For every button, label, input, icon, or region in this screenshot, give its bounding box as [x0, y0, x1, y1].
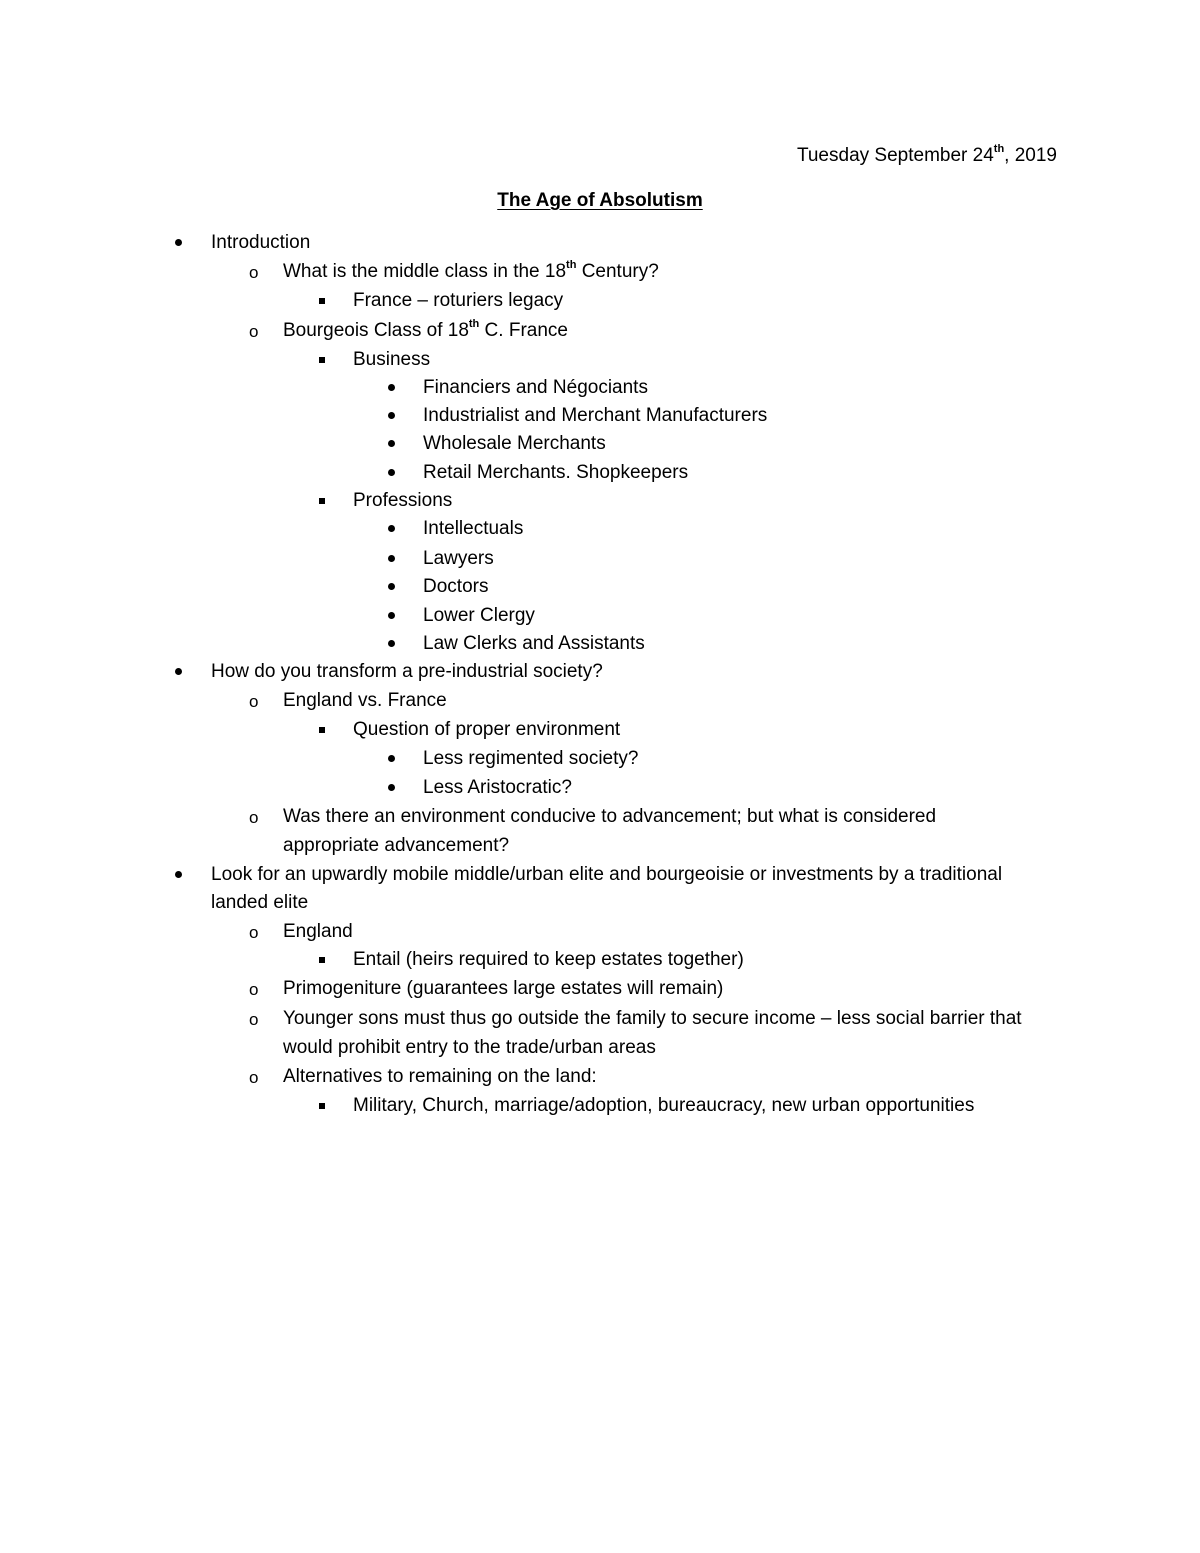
- list-item: Entail (heirs required to keep estates together): [353, 949, 744, 970]
- bullet-dot-icon: [175, 668, 182, 675]
- list-item-continuation: appropriate advancement?: [283, 835, 510, 856]
- circle-bullet-icon: o: [249, 263, 259, 282]
- list-item: Professions: [353, 490, 453, 511]
- list-item: Lawyers: [423, 548, 494, 569]
- list-item: Alternatives to remaining on the land:: [283, 1066, 597, 1087]
- bullet-dot-icon: [388, 469, 395, 476]
- bullet-dot-icon: [388, 384, 395, 391]
- circle-bullet-icon: o: [249, 808, 259, 827]
- bullet-dot-icon: [388, 755, 395, 762]
- list-item: Financiers and Négociants: [423, 377, 648, 398]
- date-text: Tuesday September 24: [796, 145, 994, 166]
- circle-bullet-icon: o: [249, 1010, 259, 1029]
- list-item: Business: [353, 349, 431, 370]
- list-item: Retail Merchants. Shopkeepers: [423, 462, 689, 483]
- list-item-text: Bourgeois Class of 18: [283, 320, 469, 341]
- bullet-dot-icon: [388, 612, 395, 619]
- circle-bullet-icon: o: [249, 1068, 259, 1087]
- square-bullet-icon: [319, 727, 325, 733]
- list-item: Law Clerks and Assistants: [423, 633, 645, 654]
- list-item: Look for an upwardly mobile middle/urban elite and bourgeoisie or investments by a traditional: [211, 864, 1003, 885]
- list-item: Introduction: [211, 232, 311, 253]
- bullet-dot-icon: [388, 555, 395, 562]
- square-bullet-icon: [319, 1103, 325, 1109]
- list-item-continuation: would prohibit entry to the trade/urban areas: [283, 1037, 656, 1058]
- page-title-text: The Age of Absolutism: [497, 190, 703, 211]
- list-item: Doctors: [423, 576, 489, 597]
- list-item: Was there an environment conducive to advancement; but what is considered: [283, 806, 937, 827]
- date-year: , 2019: [1004, 145, 1057, 166]
- list-item: [283, 316, 568, 345]
- list-item: England vs. France: [283, 690, 447, 711]
- list-item: [283, 257, 659, 286]
- bullet-dot-icon: [388, 583, 395, 590]
- bullet-dot-icon: [175, 871, 182, 878]
- list-item: France – roturiers legacy: [353, 290, 564, 311]
- bullet-dot-icon: [388, 640, 395, 647]
- square-bullet-icon: [319, 357, 325, 363]
- list-item: Military, Church, marriage/adoption, bureaucracy, new urban opportunities: [353, 1095, 975, 1116]
- list-item-text: What is the middle class in the 18: [283, 261, 567, 282]
- circle-bullet-icon: o: [249, 322, 259, 341]
- list-item: Question of proper environment: [353, 719, 621, 740]
- bullet-dot-icon: [175, 239, 182, 246]
- list-item: Younger sons must thus go outside the family to secure income – less social barrier that: [283, 1008, 1022, 1029]
- list-item: How do you transform a pre-industrial society?: [211, 661, 603, 682]
- date-line: [797, 143, 1057, 169]
- circle-bullet-icon: o: [249, 980, 259, 999]
- bullet-dot-icon: [388, 412, 395, 419]
- page-title: [0, 188, 1200, 214]
- list-item-continuation: landed elite: [211, 892, 309, 913]
- list-item-text: Century?: [576, 261, 659, 282]
- list-item: Primogeniture (guarantees large estates will remain): [283, 978, 724, 999]
- list-item-text: C. France: [479, 320, 568, 341]
- superscript: th: [566, 258, 577, 271]
- circle-bullet-icon: o: [249, 692, 259, 711]
- bullet-dot-icon: [388, 440, 395, 447]
- list-item: Less regimented society?: [423, 748, 639, 769]
- list-item: Lower Clergy: [423, 605, 535, 626]
- list-item: Industrialist and Merchant Manufacturers: [423, 405, 768, 426]
- list-item: Wholesale Merchants: [423, 433, 606, 454]
- date-superscript: th: [993, 142, 1005, 155]
- square-bullet-icon: [319, 498, 325, 504]
- bullet-dot-icon: [388, 525, 395, 532]
- square-bullet-icon: [319, 957, 325, 963]
- superscript: th: [468, 317, 480, 330]
- list-item: England: [283, 921, 353, 942]
- list-item: Intellectuals: [423, 518, 524, 539]
- list-item: Less Aristocratic?: [423, 777, 572, 798]
- circle-bullet-icon: o: [249, 923, 259, 942]
- square-bullet-icon: [319, 298, 325, 304]
- bullet-dot-icon: [388, 784, 395, 791]
